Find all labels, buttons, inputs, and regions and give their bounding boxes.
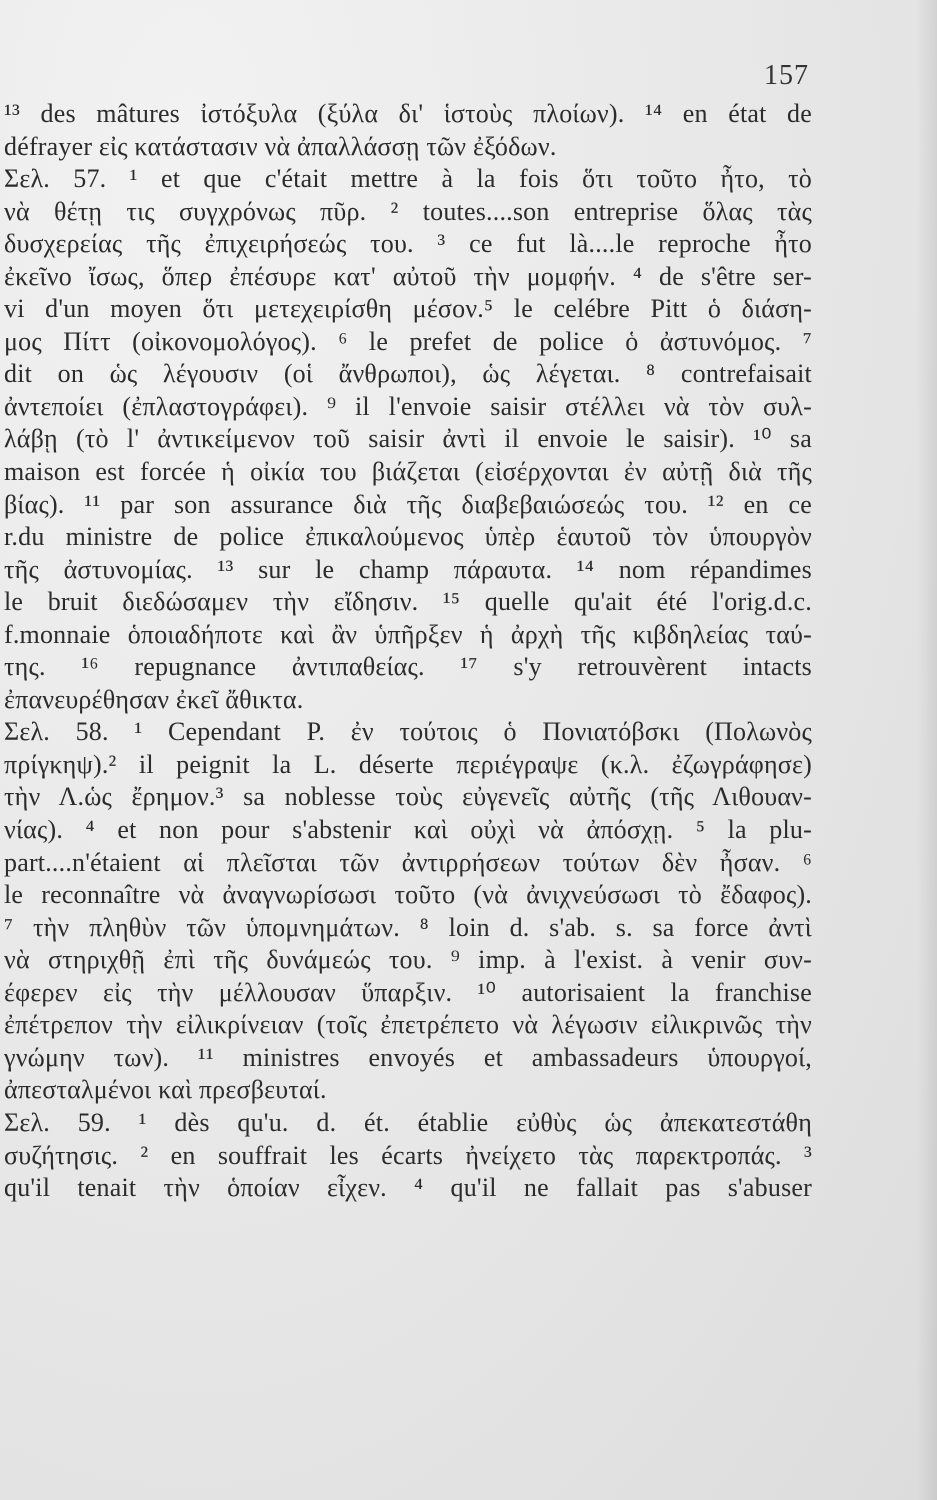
text-line: ¹³ des mâtures ἰστόξυλα (ξύλα δι' ἱστοὺς πλοίων). ¹⁴ en état de — [4, 99, 812, 128]
text-line: νίας). ⁴ et non pour s'abstenir καὶ οὐχὶ νὰ ἀπόσχῃ. ⁵ la plu- — [4, 815, 812, 845]
text-line: βίας). ¹¹ par son assurance διὰ τῆς διαβεβαιώσεώς του. ¹² en ce — [4, 489, 812, 519]
text-line: τὴν Λ.ὡς ἔρημον.³ sa noblesse τοὺς εὐγενεῖς αὐτῆς (τῆς Λιθουαν- — [4, 782, 812, 812]
text-line: συζήτησις. ² en souffrait les écarts ἠνείχετο τὰς παρεκτροπάς. ³ — [4, 1140, 812, 1170]
text-line: έφερεν εἰς τὴν μέλλουσαν ὕπαρξιν. ¹⁰ autorisaient la franchise — [4, 977, 812, 1007]
text-line: ⁷ τὴν πληθὺν τῶν ὑπομνημάτων. ⁸ loin d. s'ab. s. sa force ἀντὶ — [4, 912, 812, 942]
scan-shadow — [917, 0, 937, 1500]
text-line: λάβῃ (τὸ l' ἀντικείμενον τοῦ saisir ἀντὶ il envoie le saisir). ¹⁰ sa — [4, 424, 812, 454]
text-line: Σελ. 58. ¹ Cependant P. ἐν τούτοις ὁ Πονιατόβσκι (Πολωνὸς — [4, 717, 812, 747]
text-line: ἐπανευρέθησαν ἐκεῖ ἄθικτα. — [4, 684, 304, 714]
text-line: ἐκεῖνο ἴσως, ὅπερ ἐπέσυρε κατ' αὐτοῦ τὴν μομφήν. ⁴ de s'être ser- — [4, 261, 812, 291]
text-line: qu'il tenait τὴν ὁποίαν εἶχεν. ⁴ qu'il ne fallait pas s'abuser — [4, 1173, 812, 1203]
text-line: part....n'étaient αἱ πλεῖσται τῶν ἀντιρρήσεων τούτων δὲν ἦσαν. ⁶ — [4, 847, 812, 877]
text-line: dit on ὡς λέγουσιν (οἱ ἄνθρωποι), ὡς λέγεται. ⁸ contrefaisait — [4, 359, 812, 389]
text-line: γνώμην των). ¹¹ ministres envoyés et ambassadeurs ὑπουργοί, — [4, 1042, 812, 1072]
text-line: défrayer εἰς κατάστασιν νὰ ἀπαλλάσσῃ τῶν ἐξόδων. — [4, 131, 557, 161]
text-line: πρίγκηψ).² il peignit la L. déserte περιέγραψε (κ.λ. ἐζωγράφησε) — [4, 749, 812, 779]
text-line: le bruit διεδώσαμεν τὴν εἴδησιν. ¹⁵ quelle qu'ait été l'orig.d.c. — [4, 587, 812, 617]
text-line: f.monnaie ὁποιαδήποτε καὶ ἂν ὑπῆρξεν ἡ ἀρχὴ τῆς κιβδηλείας ταύ- — [4, 619, 812, 649]
text-line: μος Πίττ (οἰκονομολόγος). ⁶ le prefet de police ὁ ἀστυνόμος. ⁷ — [4, 326, 812, 356]
text-body — [4, 98, 812, 1205]
text-line: r.du ministre de police ἐπικαλούμενος ὑπὲρ ἑαυτοῦ τὸν ὑπουργὸν — [4, 522, 812, 552]
page-number: 157 — [764, 60, 809, 91]
text-line: ἐπέτρεπον τὴν εἰλικρίνειαν (τοῖς ἐπετρέπετο νὰ λέγωσιν εἰλικρινῶς τὴν — [4, 1010, 812, 1040]
text-line: maison est forcée ἡ οἰκία του βιάζεται (εἰσέρχονται ἐν αὐτῇ διὰ τῆς — [4, 457, 812, 487]
text-line: le reconnaître νὰ ἀναγνωρίσωσι τοῦτο (νὰ ἀνιχνεύσωσι τὸ ἔδαφος). — [4, 880, 812, 910]
text-line: τῆς ἀστυνομίας. ¹³ sur le champ πάραυτα. ¹⁴ nom répandimes — [4, 554, 812, 584]
text-line: Σελ. 57. ¹ et que c'était mettre à la fois ὅτι τοῦτο ἦτο, τὸ — [4, 164, 812, 194]
text-line: vi d'un moyen ὅτι μετεχειρίσθη μέσον.⁵ le celébre Pitt ὁ διάση- — [4, 294, 812, 324]
text-line: νὰ στηριχθῇ ἐπὶ τῆς δυνάμεώς του. ⁹ imp. à l'exist. à venir συν- — [4, 945, 812, 975]
text-line: ἀντεποίει (ἐπλαστογράφει). ⁹ il l'envoie saisir στέλλει νὰ τὸν συλ- — [4, 391, 812, 421]
text-line: δυσχερείας τῆς ἐπιχειρήσεώς του. ³ ce fut là....le reproche ἦτο — [4, 229, 812, 259]
text-line: νὰ θέτῃ τις συγχρόνως πῦρ. ² toutes....son entreprise ὅλας τὰς — [4, 196, 812, 226]
text-line: Σελ. 59. ¹ dès qu'u. d. ét. établie εὐθὺς ὡς ἀπεκατεστάθη — [4, 1107, 812, 1137]
text-line: της. ¹⁶ repugnance ἀντιπαθείας. ¹⁷ s'y retrouvèrent intacts — [4, 652, 812, 682]
text-line: ἀπεσταλμένοι καὶ πρεσβευταί. — [4, 1075, 327, 1105]
